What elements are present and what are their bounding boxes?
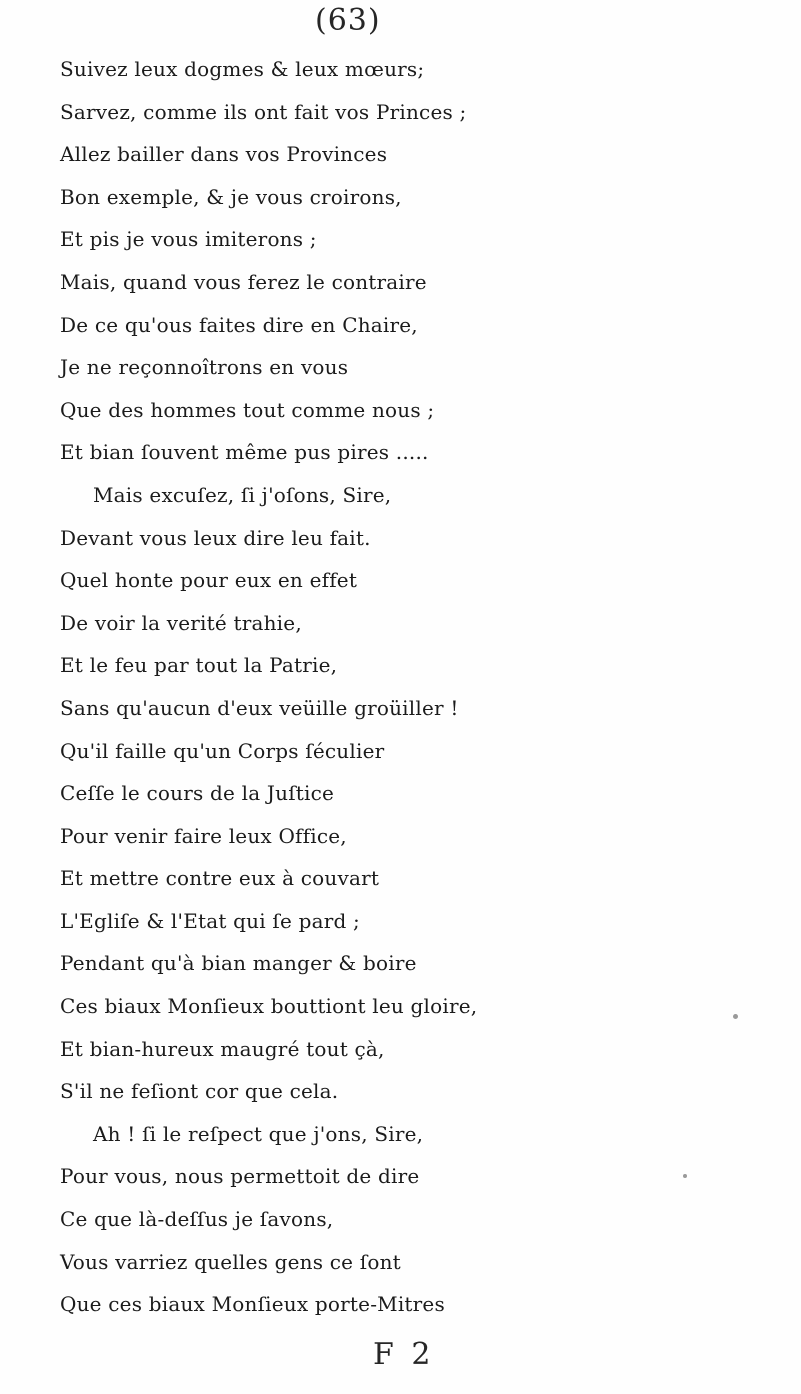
verse-line: Sans qu'aucun d'eux veüille groüiller ! bbox=[60, 695, 459, 720]
verse-line: Devant vous leux dire leu fait. bbox=[60, 525, 371, 550]
verse-line: Mais, quand vous ferez le contraire bbox=[60, 269, 427, 294]
verse-line: Et bian ſouvent même pus pires ..... bbox=[60, 440, 429, 465]
verse-line: Pendant qu'à bian manger & boire bbox=[60, 951, 417, 976]
verse-line: Suivez leux dogmes & leux mœurs; bbox=[60, 57, 425, 81]
verse-line: Allez bailler dans vos Provinces bbox=[60, 142, 388, 167]
verse-line: Et mettre contre eux à couvart bbox=[60, 866, 380, 891]
signature-mark: F 2 bbox=[373, 1337, 435, 1372]
verse-line: Que des hommes tout comme nous ; bbox=[60, 397, 435, 422]
verse-line: Ces biaux Monſieux bouttiont leu gloire, bbox=[60, 994, 478, 1019]
verse-block bbox=[0, 48, 801, 1326]
paper-speck bbox=[683, 1174, 687, 1178]
verse-line: Ceſſe le cours de la Juſtice bbox=[60, 781, 335, 806]
verse-line: Qu'il faille qu'un Corps ſéculier bbox=[60, 738, 385, 763]
verse-line: Bon exemple, & je vous croirons, bbox=[60, 184, 402, 209]
verse-line: Et le feu par tout la Patrie, bbox=[60, 653, 338, 678]
verse-line: Et pis je vous imiterons ; bbox=[60, 227, 317, 252]
verse-line: S'il ne feſiont cor que cela. bbox=[60, 1079, 339, 1104]
verse-line: Je ne reçonnoîtrons en vous bbox=[60, 355, 349, 380]
verse-line: Pour venir faire leux Office, bbox=[60, 823, 347, 848]
verse-line: Et bian-hureux maugré tout çà, bbox=[60, 1036, 385, 1061]
verse-line: L'Egliſe & l'Etat qui ſe pard ; bbox=[60, 908, 360, 933]
verse-line: Pour vous, nous permettoit de dire bbox=[60, 1164, 420, 1189]
page-number-header: (63) bbox=[315, 3, 381, 38]
paper-speck bbox=[733, 1014, 738, 1019]
verse-line: De voir la verité trahie, bbox=[60, 610, 302, 635]
verse-line: Vous varriez quelles gens ce ſont bbox=[60, 1249, 401, 1274]
page-footer bbox=[0, 1335, 801, 1375]
verse-line: Ah ! ſi le reſpect que j'ons, Sire, bbox=[93, 1121, 424, 1146]
verse-line: Ce que là-deſſus je ſavons, bbox=[60, 1207, 334, 1232]
verse-line: Sarvez, comme ils ont fait vos Princes ; bbox=[60, 99, 467, 124]
verse-line: Mais excuſez, ſi j'oſons, Sire, bbox=[93, 482, 392, 507]
verse-line: Quel honte pour eux en effet bbox=[60, 568, 358, 593]
verse-line: Que ces biaux Monſieux porte-Mitres bbox=[60, 1292, 445, 1317]
verse-line: De ce qu'ous faites dire en Chaire, bbox=[60, 312, 418, 337]
